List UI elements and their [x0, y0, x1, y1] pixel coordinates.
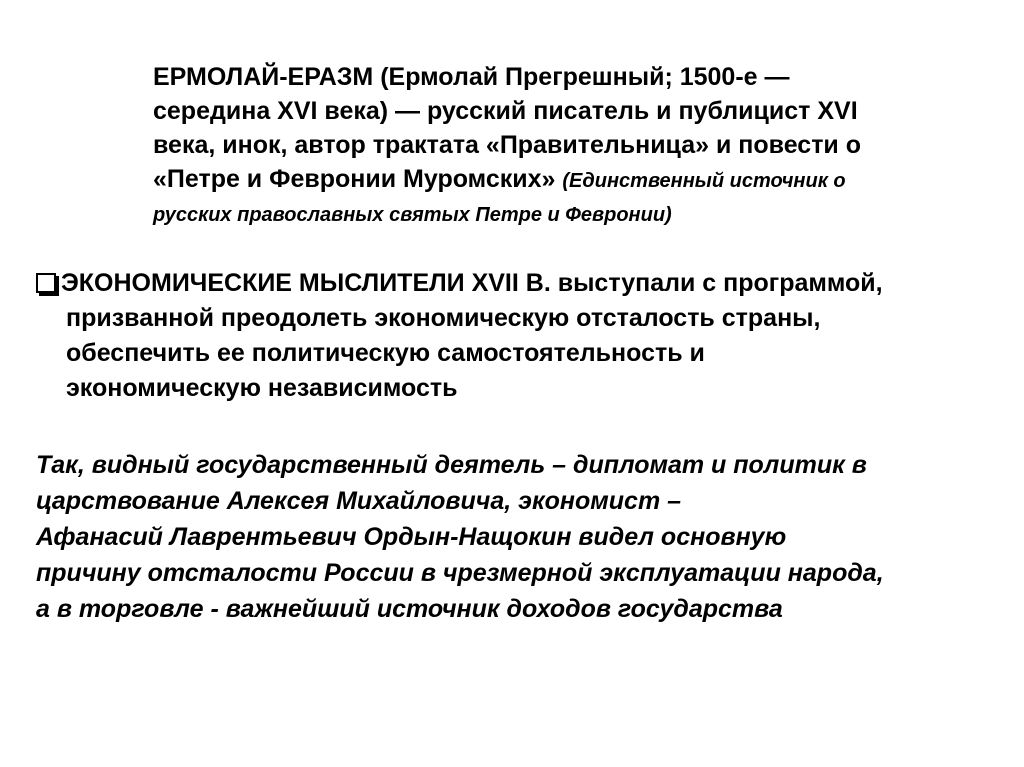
- ermolai-line-3: века, инок, автор трактата «Правительница» и повести о: [153, 131, 862, 159]
- bullet-line-3: обеспечить ее политическую самостоятельность и: [66, 339, 705, 367]
- italic-line-2: царствование Алексея Михайловича, экономист –: [36, 487, 682, 515]
- bullet-line-1: ЭКОНОМИЧЕСКИЕ МЫСЛИТЕЛИ XVII В. выступали с программой,: [61, 269, 883, 297]
- ermolai-line-1: ЕРМОЛАЙ-ЕРАЗМ (Ермолай Прегрешный; 1500-е —: [153, 63, 790, 91]
- bullet-line-4: экономическую независимость: [66, 374, 458, 402]
- italic-line-4: причину отсталости России в чрезмерной эксплуатации народа,: [36, 559, 884, 587]
- ermolai-line-2: середина XVI века) — русский писатель и публицист XVI: [153, 97, 858, 125]
- italic-line-3: Афанасий Лаврентьевич Ордын-Нащокин видел основную: [36, 523, 787, 551]
- ordyn-nashchokin-paragraph: [36, 447, 1011, 627]
- italic-line-5: а в торговле - важнейший источник доходов государства: [36, 595, 783, 623]
- bullet-line-2: призванной преодолеть экономическую отсталость страны,: [66, 304, 821, 332]
- ermolai-note-end: русских православных святых Петре и Февронии): [153, 204, 672, 226]
- ermolai-line-4: «Петре и Февронии Муромских»: [153, 165, 563, 193]
- economists-bullet: [36, 266, 1011, 406]
- checkbox-square-icon: [36, 273, 56, 293]
- ermolai-description: [153, 60, 983, 232]
- ermolai-note-start: (Единственный источник о: [562, 170, 846, 192]
- italic-line-1: Так, видный государственный деятель – дипломат и политик в: [36, 451, 867, 479]
